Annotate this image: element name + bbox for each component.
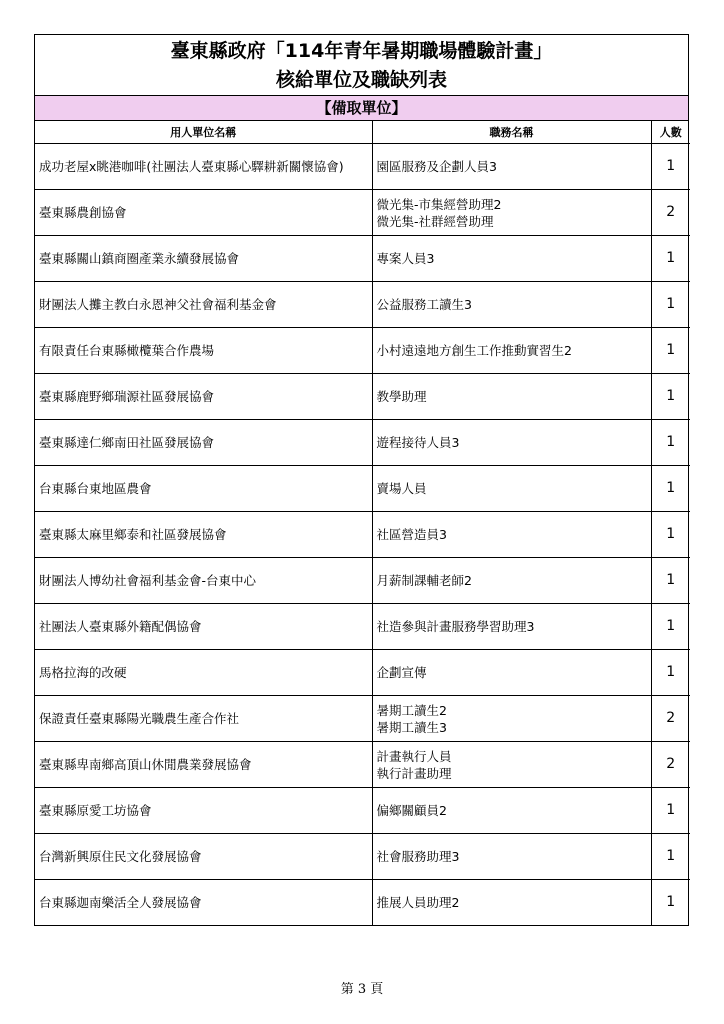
position-cell xyxy=(372,190,651,236)
position-cell xyxy=(372,512,651,558)
position-cell xyxy=(372,834,651,880)
count-cell: 1 xyxy=(651,604,690,650)
position-name: 社區營造員3 xyxy=(376,527,447,542)
org-name-cell: 成功老屋x眺港咖啡(社團法人臺東縣心驛耕新關懷協會) xyxy=(35,144,372,190)
position-name: 專案人員3 xyxy=(376,251,435,266)
page-subtitle: 核給單位及職缺列表 xyxy=(275,69,447,91)
org-name-cell: 有限責任台東縣橄欖葉合作農場 xyxy=(35,328,372,374)
org-name-cell: 台灣新興原住民文化發展協會 xyxy=(35,834,372,880)
org-name-cell: 臺東縣原愛工坊協會 xyxy=(35,788,372,834)
org-name-cell: 臺東縣達仁鄉南田社區發展協會 xyxy=(35,420,372,466)
position-name: 遊程接待人員3 xyxy=(376,435,460,450)
count-cell: 2 xyxy=(651,742,690,788)
position-name: 月薪制課輔老師2 xyxy=(376,573,472,588)
position-name: 執行計畫助理 xyxy=(376,765,452,781)
org-name-cell: 社團法人臺東縣外籍配偶協會 xyxy=(35,604,372,650)
count-cell: 1 xyxy=(651,420,690,466)
org-name-cell: 財團法人攤主教白永恩神父社會福利基金會 xyxy=(35,282,372,328)
position-name: 微光集-社群經營助理 xyxy=(376,213,494,229)
table-row xyxy=(35,558,690,604)
document-sheet xyxy=(34,34,689,926)
position-name: 社會服務助理3 xyxy=(376,849,460,864)
org-name-cell: 臺東縣關山鎮商圈產業永續發展協會 xyxy=(35,236,372,282)
table-row xyxy=(35,650,690,696)
table-header-row xyxy=(35,121,690,144)
table-row xyxy=(35,604,690,650)
position-cell xyxy=(372,788,651,834)
count-cell: 1 xyxy=(651,374,690,420)
position-cell xyxy=(372,696,651,742)
position-cell xyxy=(372,558,651,604)
position-name: 賣場人員 xyxy=(376,481,427,496)
title-block xyxy=(35,35,688,96)
table-row xyxy=(35,880,690,926)
table-row xyxy=(35,512,690,558)
org-name-cell: 財團法人博幼社會福利基金會-台東中心 xyxy=(35,558,372,604)
position-cell xyxy=(372,144,651,190)
position-cell xyxy=(372,420,651,466)
table-row xyxy=(35,788,690,834)
table-row xyxy=(35,190,690,236)
table-row xyxy=(35,742,690,788)
table-row xyxy=(35,144,690,190)
table-row xyxy=(35,696,690,742)
position-name: 暑期工讀生2 xyxy=(376,702,447,718)
position-cell xyxy=(372,650,651,696)
table-row xyxy=(35,236,690,282)
count-cell: 1 xyxy=(651,512,690,558)
position-name: 企劃宣傳 xyxy=(376,665,427,680)
table-row xyxy=(35,282,690,328)
count-cell: 1 xyxy=(651,650,690,696)
table-row xyxy=(35,466,690,512)
position-cell xyxy=(372,742,651,788)
position-name: 公益服務工讀生3 xyxy=(376,297,472,312)
position-name: 計畫執行人員 xyxy=(376,748,452,764)
position-name: 推展人員助理2 xyxy=(376,895,460,910)
header-position: 職務名稱 xyxy=(372,121,651,144)
position-name: 園區服務及企劃人員3 xyxy=(376,159,497,174)
table-row xyxy=(35,834,690,880)
position-cell xyxy=(372,466,651,512)
org-name-cell: 馬格拉海的改硬 xyxy=(35,650,372,696)
count-cell: 2 xyxy=(651,696,690,742)
table-row xyxy=(35,420,690,466)
org-name-cell: 臺東縣卑南鄉高頂山休閒農業發展協會 xyxy=(35,742,372,788)
position-cell xyxy=(372,236,651,282)
position-name: 教學助理 xyxy=(376,389,427,404)
org-name-cell: 保證責任臺東縣陽光職農生產合作社 xyxy=(35,696,372,742)
org-name-cell: 台東縣台東地區農會 xyxy=(35,466,372,512)
position-cell xyxy=(372,282,651,328)
header-org: 用人單位名稱 xyxy=(35,121,372,144)
count-cell: 1 xyxy=(651,282,690,328)
count-cell: 1 xyxy=(651,236,690,282)
position-cell xyxy=(372,604,651,650)
count-cell: 1 xyxy=(651,558,690,604)
position-cell xyxy=(372,328,651,374)
org-name-cell: 台東縣迦南樂活全人發展協會 xyxy=(35,880,372,926)
vacancy-table xyxy=(35,121,690,925)
org-name-cell: 臺東縣鹿野鄉瑞源社區發展協會 xyxy=(35,374,372,420)
count-cell: 1 xyxy=(651,834,690,880)
table-row xyxy=(35,374,690,420)
count-cell: 1 xyxy=(651,880,690,926)
section-label: 【備取單位】 xyxy=(35,96,688,121)
org-name-cell: 臺東縣太麻里鄉泰和社區發展協會 xyxy=(35,512,372,558)
count-cell: 1 xyxy=(651,788,690,834)
org-name-cell: 臺東縣農創協會 xyxy=(35,190,372,236)
table-row xyxy=(35,328,690,374)
count-cell: 2 xyxy=(651,190,690,236)
page-number: 第 3 頁 xyxy=(340,982,384,997)
position-name: 暑期工讀生3 xyxy=(376,719,447,735)
position-name: 微光集-市集經營助理2 xyxy=(376,196,502,212)
position-cell xyxy=(372,880,651,926)
position-name: 偏鄉關顧員2 xyxy=(376,803,447,818)
count-cell: 1 xyxy=(651,466,690,512)
count-cell: 1 xyxy=(651,328,690,374)
position-name: 小村遠遠地方創生工作推動實習生2 xyxy=(376,343,572,358)
header-count: 人數 xyxy=(651,121,690,144)
page-title: 臺東縣政府「114年青年暑期職場體驗計畫」 xyxy=(170,40,553,62)
count-cell: 1 xyxy=(651,144,690,190)
position-name: 社造參與計畫服務學習助理3 xyxy=(376,619,535,634)
position-cell xyxy=(372,374,651,420)
